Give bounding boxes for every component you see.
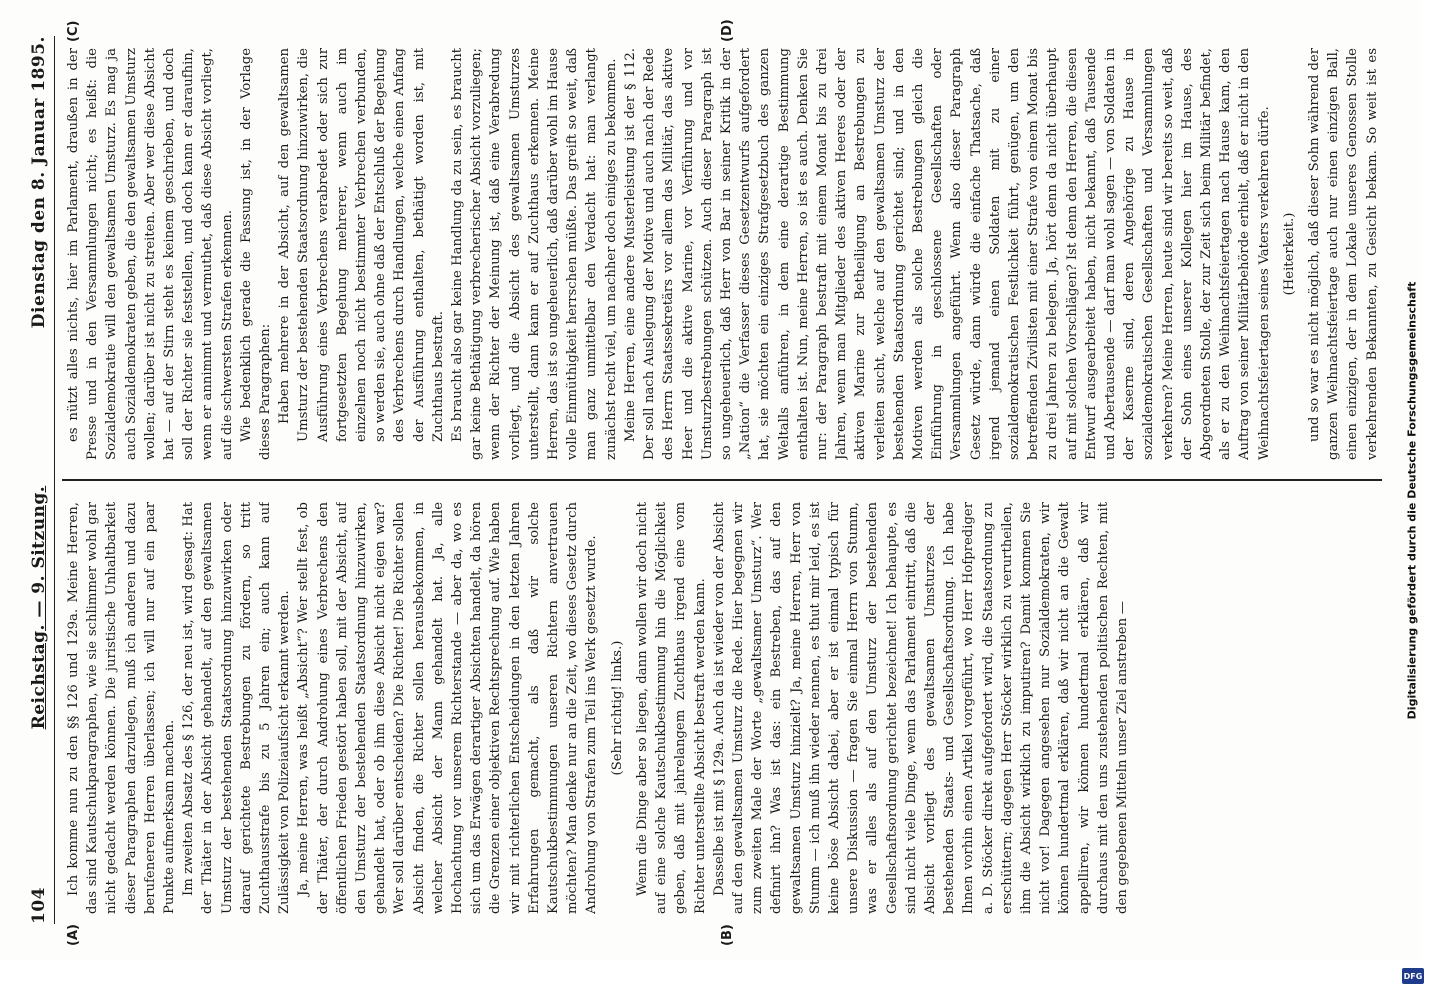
column-divider xyxy=(62,479,1382,481)
page-date: Dienstag den 8. Januar 1895. xyxy=(29,36,49,329)
paragraph: Wie bedenklich gerade die Fassung ist, in der Vorlage dieses Paragraphen: xyxy=(238,48,274,460)
margin-marker-c: (C) xyxy=(66,20,81,42)
interjection: (Heiterkeit.) xyxy=(1281,212,1297,296)
page-header xyxy=(24,36,55,924)
page-title: Reichstag. — 9. Sitzung. xyxy=(29,485,49,730)
paragraph: Meine Herren, eine andere Musterleistung ist der § 112. Der soll nach Auslegung der Motive und auch nach der Rede des Herrn Staatssekretärs vor allem das Militär, das aktive Heer und die aktive Marine, vor Verführung und vor Umsturzbestrebungen schützen. Auch dieser Paragraph ist so ungeheuerlich, daß Herr von Bar in seiner Kritik in der „Nation“ die Verfasser dieses Gesetzentwurfs aufgefordert hat, sie möchten ein einziges Strafgesetzbuch des ganzen Weltalls anführen, in dem eine derartige Bestimmung enthalten ist. Nun, meine Herren, so ist es auch. Denken Sie nur: der Paragraph bestraft mit einem Monat bis zu drei Jahren, wenn man Mitglieder des aktiven Heeres oder der aktiven Marine zur Betheiligung an Bestrebungen zu verleiten sucht, welche auf den gewaltsamen Umsturz der bestehenden Staatsordnung gerichtet sind; und in den Motiven werden als solche Bestrebungen gleich die Einführung in geschlossene Gesellschaften oder Versammlungen angeführt. Wenn also dieser Paragraph Gesetz würde, dann würde die einfache Thatsache, daß irgend jemand einen Soldaten mit zu einer sozialdemokratischen Festlichkeit führt, genügen, um den betreffenden Zivilisten mit einer Strafe von einem Monat bis zu drei Jahren zu belegen. Ja, hört denn da nicht überhaupt auf mit solchen Vorschlägen? Ist denn den Herren, die diesen Entwurf ausgearbeitet haben, nicht bekannt, daß Tausende und Abertausende — darf man wohl sagen — von Soldaten in der Kaserne sind, deren Angehörige zu Hause in sozialdemokratischen Gesellschaften und Versammlungen verkehren? Meine Herren, heute sind wir bereits so weit, daß der Sohn eines unserer Kollegen hier im Hause, des Abgeordneten Stolle, der zur Zeit sich beim Militär befindet, als er zu den Weihnachtsfeiertagen nach Hause kam, den Auftrag von seiner Militärbehörde erhielt, daß er nicht in den Weihnachtsfeiertagen seines Vaters verkehren dürfe. xyxy=(622,48,1272,460)
paragraph: Dasselbe ist mit § 129a. Auch da ist wieder von der Absicht auf den gewaltsamen Umsturz die Rede. Hier begegnen wir zum zweiten Male der Worte „gewaltsamer Umsturz“. Wer definirt ihn? Was ist das: ein Bestreben, das auf den gewaltsamen Umsturz hinzielt? Ja, meine Herren, Herr von Stumm — ich muß ihn wieder nennen, es thut mir leid, es ist keine böse Absicht dabei, aber er ist einmal typisch für unsere Diskussion — fragen Sie einmal Herrn von Stumm, was er alles als auf den Umsturz der bestehenden Gesellschaftsordnung gerichtet bezeichnet! Ich behaupte, es sind nicht viele Dinge, wenn das Parlament eintritt, daß die Absicht vorliegt des gewaltsamen Umsturzes der bestehenden Staats- und Gesellschaftsordnung. Ich habe Ihnen vorhin einen Artikel vorgeführt, wo Herr Hofprediger a. D. Stöcker direkt aufgefordert wird, die Staatsordnung zu erschüttern; dagegen Herr Stöcker wirklich zu verurtheilen, ihm die Absicht wirklich zu imputiren? Damit kommen Sie nicht vor! Dagegen angesehen nur Sozialdemokraten, wir können hundertmal erklären, daß wir nicht an die Gewalt appelliren, wir können hundertmal erklären, daß wir durchaus mit den uns zustehenden politischen Rechten, mit den gegebenen Mitteln unser Ziel anstreben — xyxy=(711,502,1130,914)
margin-marker-a: (A) xyxy=(66,924,81,946)
paragraph: und so war es nicht möglich, daß dieser Sohn während der ganzen Weihnachtsfeiertage auch nur einen einzigen Ball, einen einzigen, der in dem Lokale unseres Genossen Stolle verkehrenden Bekannten, zu Gesicht bekam. So weit ist es xyxy=(1307,48,1380,460)
quoted-paragraph: Haben mehrere in der Absicht, auf den gewaltsamen Umsturz der bestehenden Staatsordnung hinzuwirken, die Ausführung eines Verbrechens verabredet oder sich zur fortgesetzten Begehung mehrerer, wenn auch im einzelnen noch nicht bestimmter Verbrechen verbunden, so werden sie, auch ohne daß der Entschluß der Begehung des Verbrechens durch Handlungen, welche einen Anfang der Ausführung enthalten, bethätigt worden ist, mit Zuchthaus bestraft. xyxy=(277,48,446,442)
interjection: (Sehr richtig! links.) xyxy=(609,640,625,776)
paragraph: Wenn die Dinge aber so liegen, dann wollen wir doch nicht auf eine solche Kautschukbestimmung hin die Möglichkeit geben, daß mit jahrelangem Zuchthaus irgend eine vom Richter unterstellte Absicht bestraft werden kann. xyxy=(634,502,708,914)
right-text-column xyxy=(64,48,1382,460)
paragraph: Ja, meine Herren, was heißt „Absicht“? Wer stellt fest, ob der Thäter, der durch Androhung eines Verbrechens den öffentlichen Frieden gestört haben soll, mit der Absicht, auf den Umsturz der bestehenden Staatsordnung hinzuwirken, gehandelt hat, oder ob ihm diese Absicht nicht eigen war? Wer soll darüber entscheiden? Die Richter! Die Richter sollen Absicht finden, die Richter sollen herausbekommen, in welcher Absicht der Mann gehandelt hat. Ja, alle Hochachtung vor unserem Richterstande — aber da, wo es sich um das Erwägen derartiger Absichten handelt, da hören die Grenzen einer objektiven Rechtsprechung auf. Wie haben wir mit richterlichen Entscheidungen in den letzten Jahren Erfahrungen gemacht, als daß wir solche Kautschukbestimmungen unseren Richtern anvertrauen möchten? Man denke nur an die Zeit, wo dieses Gesetz durch Androhung von Strafen zum Teil ins Werk gesetzt wurde. xyxy=(296,502,600,914)
paragraph: Im zweiten Absatz des § 126, der neu ist, wird gesagt: Hat der Thäter in der Absicht gehandelt, auf den gewaltsamen Umsturz der bestehenden Staatsordnung hinzuwirken oder darauf gerichtete Bestrebungen zu fördern, so tritt Zuchthausstrafe bis zu 5 Jahren ein; auch kann auf Zulässigkeit von Polizeiaufsicht erkannt werden. xyxy=(181,502,293,914)
paragraph: Ich komme nun zu den §§ 126 und 129a. Meine Herren, das sind Kautschukparagraphen, wie sie schlimmer wohl gar nicht gedacht werden können. Die juristische Unhaltbarkeit dieser Paragraphen darzulegen, muß ich anderen und dazu berufeneren Herren überlassen; ich will nur auf ein paar Punkte aufmerksam machen. xyxy=(66,502,178,914)
paragraph: Es braucht also gar keine Handlung da zu sein, es braucht gar keine Bethätigung verbrecherischer Absicht vorzuliegen; wenn der Richter der Meinung ist, daß eine Verabredung vorliegt, und die Absicht des gewaltsamen Umsturzes unterstellt, dann kann er auf Zuchthaus erkennen. Meine Herren, das ist so ungeheuerlich, daß darüber wohl im Hause volle Einmüthigkeit herrschen müßte. Das greift so weit, daß man ganz unmittelbar den Verdacht hat: man verlangt zunächst recht viel, um nachher doch einiges zu bekommen. xyxy=(450,48,619,460)
digitization-credit xyxy=(1398,10,1426,990)
left-text-column xyxy=(64,502,1382,914)
dfg-logo xyxy=(1402,968,1424,984)
margin-marker-d: (D) xyxy=(720,19,735,42)
paragraph: es nützt alles nichts, hier im Parlament, draußen in der Presse und in den Versammlungen nicht; es heißt: die Sozialdemokratie will den gewaltsamen Umsturz. Es mag ja auch Sozialdemokraten geben, die den gewaltsamen Umsturz wollen; darüber ist nicht zu streiten. Aber wer diese Absicht hat — auf der Stirn steht es keinem geschrieben, und doch soll der Richter sie feststellen, und doch kann er daraufhin, wenn er annimmt und vermuthet, daß diese Absicht vorliegt, auf die schwersten Strafen erkennen. xyxy=(66,48,235,460)
logo-text: DFG xyxy=(1403,971,1423,981)
margin-marker-b: (B) xyxy=(720,924,735,946)
credit-text: Digitalisierung gefördert durch die Deutsche Forschungsgemeinschaft xyxy=(1405,281,1419,719)
page-number: 104 xyxy=(29,887,49,924)
